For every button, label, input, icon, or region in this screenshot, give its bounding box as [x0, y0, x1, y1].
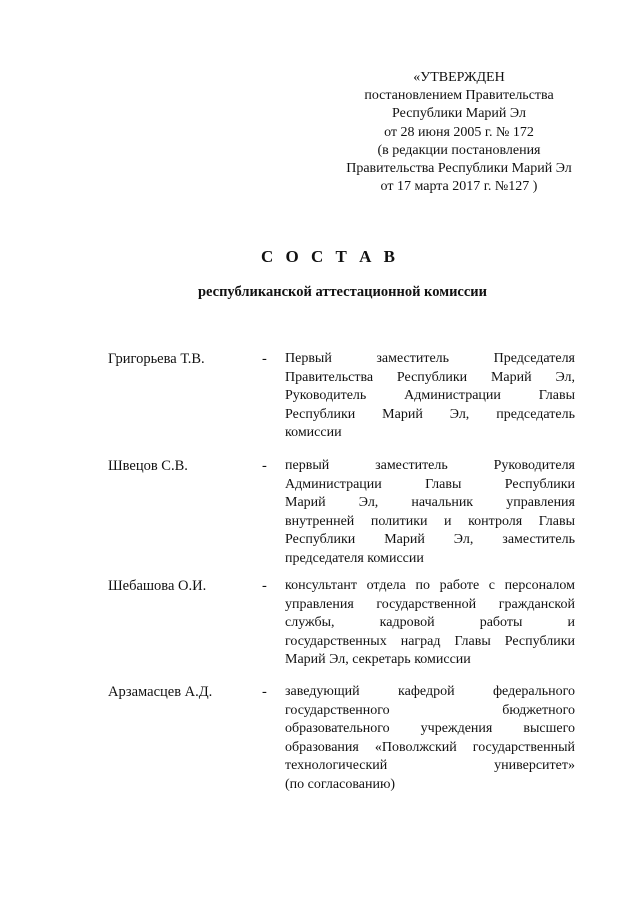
role-line: Первый заместитель Председателя [285, 351, 575, 366]
role-line: технологический университет» [285, 758, 575, 773]
member-role [285, 683, 575, 794]
member-role [285, 577, 575, 670]
role-line: заведующий кафедрой федерального [285, 684, 575, 699]
approval-line: от 17 марта 2017 г. №127 ) [380, 179, 538, 195]
role-line: управления государственной гражданской [285, 596, 575, 612]
approval-line: «УТВЕРЖДЕН [413, 70, 505, 85]
member-name: Швецов С.В. [108, 458, 188, 474]
role-line: внутренней политики и контроля Главы [285, 513, 575, 529]
member-role [285, 350, 575, 443]
role-line: комиссии [285, 425, 342, 440]
document-title: С О С Т А В [261, 247, 399, 266]
approval-line: от 28 июня 2005 г. № 172 [384, 124, 534, 140]
approval-line: (в редакции постановления [377, 142, 541, 158]
role-line: первый заместитель Руководителя [285, 458, 575, 473]
role-line: консультант отдела по работе с персоналом [285, 578, 575, 593]
member-dash: - [262, 351, 267, 367]
role-line: Республики Марий Эл, председатель [285, 406, 575, 422]
role-line: Республики Марий Эл, заместитель [285, 532, 575, 547]
approval-stamp [320, 69, 598, 196]
role-line: председателя комиссии [285, 550, 424, 566]
role-line: Марий Эл, начальник управления [285, 495, 575, 510]
role-line: службы, кадровой работы и [285, 615, 575, 630]
member-dash: - [262, 578, 267, 594]
role-line: Правительства Республики Марий Эл, [285, 369, 575, 385]
role-line: образовательного учреждения высшего [285, 721, 575, 736]
document-subtitle: республиканской аттестационной комиссии [197, 284, 488, 300]
role-line: Администрации Главы Республики [285, 476, 575, 492]
role-line: образования «Поволжский государственный [285, 739, 575, 755]
member-name: Арзамасцев А.Д. [108, 684, 213, 700]
approval-line: Республики Марий Эл [392, 106, 526, 122]
role-line: (по согласованию) [285, 776, 396, 792]
member-dash: - [262, 684, 267, 700]
role-line: Руководитель Администрации Главы [285, 388, 575, 403]
member-role [285, 457, 575, 568]
member-name: Григорьева Т.В. [108, 351, 205, 367]
role-line: Марий Эл, секретарь комиссии [285, 652, 471, 667]
role-line: государственного бюджетного [285, 702, 575, 718]
approval-line: постановлением Правительства [364, 88, 554, 104]
approval-line: Правительства Республики Марий Эл [346, 161, 572, 177]
member-dash: - [262, 458, 267, 474]
member-name: Шебашова О.И. [108, 578, 207, 594]
role-line: государственных наград Главы Республики [285, 633, 575, 649]
